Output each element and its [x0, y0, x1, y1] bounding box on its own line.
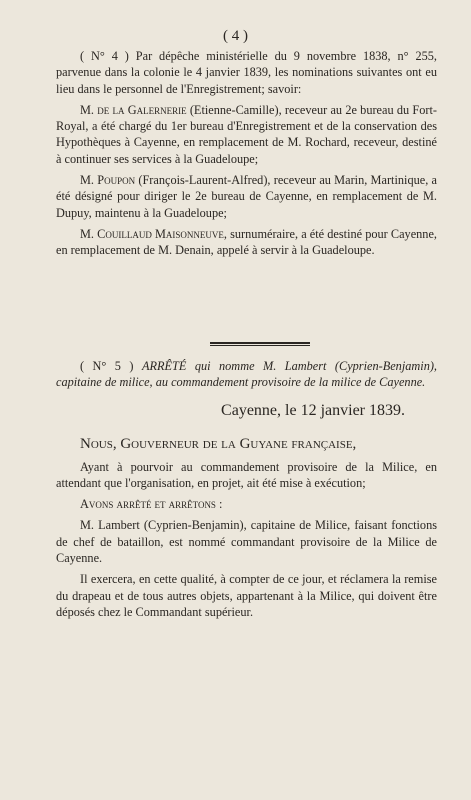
governor-preamble: Nous, Gouverneur de la Guyane française,	[80, 435, 357, 452]
section-divider	[210, 342, 310, 346]
section-5-title: ARRÊTÉ qui nomme M. Lambert (Cyprien-Benjamin), capitaine de milice, au commandement provisoire de la milice de Cayenne.	[56, 359, 438, 390]
considerant: Ayant à pourvoir au commandement provisoire de la Milice, en attendant que l'organisation, en projet, ait été mise à exécution;	[56, 459, 437, 490]
nominee-1-name: M. de la Galernerie	[80, 102, 187, 117]
nomination-3	[56, 226, 437, 259]
page-number: ( 4 )	[223, 28, 248, 44]
article-1: M. Lambert (Cyprien-Benjamin), capitaine de Milice, faisant fonctions de chef de bataillon, est nommé commandant provisoire de la Milice de Cayenne.	[56, 518, 437, 566]
section-5-number: ( N° 5 )	[80, 359, 134, 373]
nomination-1	[56, 102, 437, 167]
article-2: Il exercera, en cette qualité, à compter de ce jour, et réclamera la remise du drapeau et de tous autres objets, appartenant à la Milice, qui doivent être déposés chez le Commandant supérieur.	[56, 572, 437, 619]
nomination-1-text: (Etienne-Camille), receveur au 2e bureau du Fort-Royal, a été chargé du 1er bureau d'Enregistrement et de la conservation des Hypothèques à Cayenne, en remplacement de M. Rochard, receveur, destiné à continuer ses services à la Guadeloupe;	[56, 102, 437, 166]
nominee-3-name: M. Couillaud Maisonneuve	[80, 226, 224, 241]
section-5	[56, 358, 437, 620]
dateline: Cayenne, le 12 janvier 1839.	[221, 401, 405, 419]
nominee-2-name: M. Poupon	[80, 173, 136, 188]
nomination-3-text: , surnuméraire, a été destiné pour Cayenne, en remplacement de M. Denain, appelé à servir à la Guadeloupe.	[56, 226, 437, 258]
section-4-intro-text: Par dépêche ministérielle du 9 novembre 1838, n° 255, parvenue dans la colonie le 4 janvier 1839, les nominations suivantes ont eu lieu dans le personnel de l'Enregistrement; savoir:	[56, 49, 437, 96]
section-4	[56, 48, 437, 259]
nomination-2-text: (François-Laurent-Alfred), receveur au Marin, Martinique, a été désigné pour diriger le 2e bureau de Cayenne, en remplacement de M. Dupuy, maintenu à la Guadeloupe;	[56, 173, 437, 220]
nomination-2	[56, 172, 437, 221]
decree-formula: Avons arrêté et arrêtons :	[80, 497, 223, 512]
section-5-heading	[56, 358, 437, 391]
section-4-intro	[56, 48, 437, 97]
section-4-number: ( N° 4 )	[80, 49, 129, 63]
